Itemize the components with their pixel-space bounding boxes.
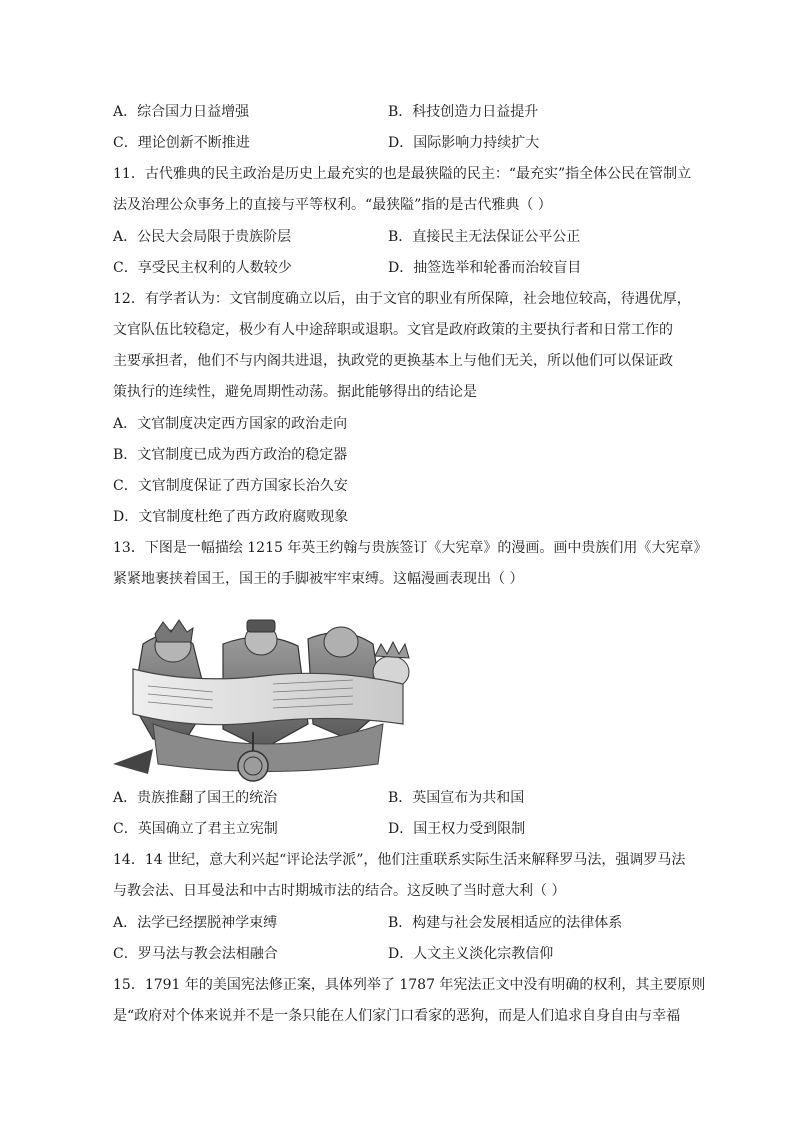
q12-stem-line3: 主要承担者，他们不与内阁共进退，执政党的更换基本上与他们无关，所以他们可以保证政: [113, 353, 673, 369]
q11-option-c: C．享受民主权利的人数较少: [113, 260, 292, 276]
q13-option-a: A．贵族推翻了国王的统治: [113, 790, 278, 806]
q11-stem-line2: 法及治理公众事务上的直接与平等权利。“最狭隘”指的是古代雅典（ ）: [113, 197, 552, 213]
q13-stem-line1: 13．下图是一幅描绘 1215 年英王约翰与贵族签订《大宪章》的漫画。画中贵族们用《大宪章》: [113, 540, 708, 556]
q14-stem-line1: 14．14 世纪，意大利兴起“评论法学派”，他们注重联系实际生活来解释罗马法，强调罗马法: [113, 852, 686, 868]
magna-carta-cartoon-image: [113, 614, 415, 784]
q15-stem-line1: 15．1791 年的美国宪法修正案，具体列举了 1787 年宪法正文中没有明确的权利，其主要原则: [113, 977, 706, 993]
q13-option-b: B．英国宣布为共和国: [388, 790, 525, 806]
q12-option-c: C．文官制度保证了西方国家长治久安: [113, 478, 348, 494]
q14-option-d: D．人文主义淡化宗教信仰: [388, 946, 554, 962]
q14-option-a: A．法学已经摆脱神学束缚: [113, 915, 278, 931]
q10-option-b: B．科技创造力日益提升: [388, 104, 539, 120]
q15-stem-line2: 是“政府对个体来说并不是一条只能在人们家门口看家的恶狗，而是人们追求自身自由与幸福: [113, 1008, 681, 1024]
q12-option-b: B．文官制度已成为西方政治的稳定器: [113, 447, 348, 463]
q13-option-c: C．英国确立了君主立宪制: [113, 821, 278, 837]
q12-option-a: A．文官制度决定西方国家的政治走向: [113, 416, 348, 432]
q12-stem-line1: 12．有学者认为：文官制度确立以后，由于文官的职业有所保障，社会地位较高，待遇优厚，: [113, 291, 691, 307]
q10-option-c: C．理论创新不断推进: [113, 135, 250, 151]
q14-option-c: C．罗马法与教会法相融合: [113, 946, 278, 962]
q11-option-b: B．直接民主无法保证公平公正: [388, 229, 581, 245]
q13-stem-line2: 紧紧地裹挟着国王，国王的手脚被牢牢束缚。这幅漫画表现出（ ）: [113, 571, 524, 587]
q13-option-d: D．国王权力受到限制: [388, 821, 526, 837]
q14-stem-line2: 与教会法、日耳曼法和中古时期城市法的结合。这反映了当时意大利（ ）: [113, 883, 566, 899]
q10-option-a: A．综合国力日益增强: [113, 104, 250, 120]
q12-option-d: D．文官制度杜绝了西方政府腐败现象: [113, 509, 349, 525]
q11-stem-line1: 11．古代雅典的民主政治是历史上最充实的也是最狭隘的民主：“最充实”指全体公民在管制立: [113, 166, 692, 182]
q11-option-a: A．公民大会局限于贵族阶层: [113, 229, 292, 245]
q10-option-d: D．国际影响力持续扩大: [388, 135, 540, 151]
q12-stem-line4: 策执行的连续性，避免周期性动荡。据此能够得出的结论是: [113, 384, 477, 400]
q14-option-b: B．构建与社会发展相适应的法律体系: [388, 915, 623, 931]
q12-stem-line2: 文官队伍比较稳定，极少有人中途辞职或退职。文官是政府政策的主要执行者和日常工作的: [113, 322, 673, 338]
q11-option-d: D．抽签选举和轮番而治较盲目: [388, 260, 582, 276]
